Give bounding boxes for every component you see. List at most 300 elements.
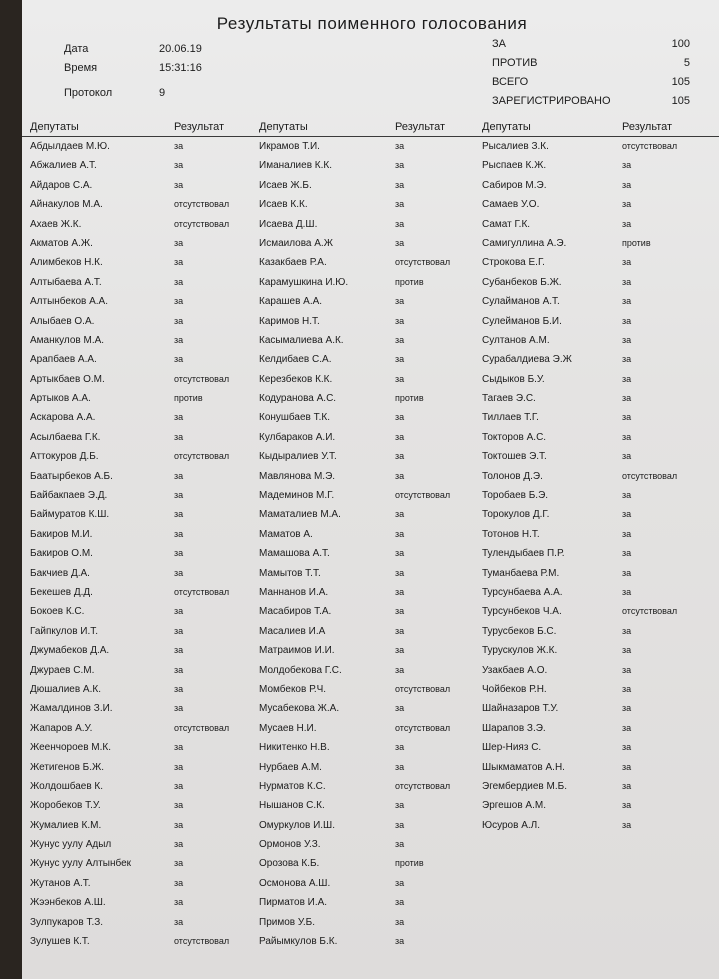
deputy-name: Эгембердиев М.Б.: [482, 780, 567, 792]
vote-result: за: [174, 509, 184, 520]
time-value: 15:31:16: [159, 62, 202, 74]
deputy-name: Самаев У.О.: [482, 199, 540, 211]
vote-result: за: [174, 819, 184, 830]
table-row: [22, 699, 719, 718]
deputy-name: Орозова К.Б.: [259, 858, 320, 870]
deputy-name: Кыдыралиев У.Т.: [259, 451, 337, 463]
deputy-name: Алтынбеков А.А.: [30, 296, 109, 308]
vote-result: отсутствовал: [174, 936, 230, 947]
table-row: [22, 467, 719, 486]
deputy-name: Жумалиев К.М.: [30, 819, 102, 831]
deputy-name: Алыбаев О.А.: [30, 315, 95, 327]
deputy-name: Турусбеков Б.С.: [482, 625, 557, 637]
table-row: [22, 486, 719, 505]
table-row: [22, 641, 719, 660]
time-label: Время: [64, 62, 98, 74]
deputy-name: Касымалиева А.К.: [259, 334, 344, 346]
deputy-name: Рысалиев З.К.: [482, 141, 549, 152]
vote-result: за: [622, 722, 632, 733]
vote-result: за: [395, 664, 405, 675]
deputy-name: Масалиев И.А: [259, 625, 326, 637]
vote-result: отсутствовал: [395, 490, 451, 501]
vote-result: за: [174, 625, 184, 636]
vote-result: за: [395, 703, 405, 714]
vote-result: за: [174, 296, 184, 307]
vote-result: за: [622, 683, 632, 694]
deputy-name: Турсунбаева А.А.: [482, 586, 563, 598]
deputy-name: Асылбаева Г.К.: [30, 431, 101, 443]
table-row: [22, 564, 719, 583]
vote-result: за: [622, 431, 632, 442]
vote-result: за: [174, 160, 184, 171]
deputy-name: Аттокуров Д.Б.: [30, 451, 99, 463]
table-body: [22, 137, 719, 951]
table-row: [22, 893, 719, 912]
deputy-name: Момбеков Р.Ч.: [259, 683, 327, 695]
deputy-name: Турсунбеков Ч.А.: [482, 606, 562, 618]
table-row: [22, 234, 719, 253]
deputy-name: Абжалиев А.Т.: [30, 160, 97, 172]
vote-result: за: [395, 315, 405, 326]
deputy-name: Тиллаев Т.Г.: [482, 412, 539, 424]
table-row: [22, 312, 719, 331]
deputy-name: Жамалдинов З.И.: [30, 703, 113, 715]
vote-result: за: [174, 237, 184, 248]
vote-result: за: [174, 548, 184, 559]
deputy-name: Рыспаев К.Ж.: [482, 160, 547, 172]
deputy-name: Бакиров О.М.: [30, 548, 93, 560]
vote-result: отсутствовал: [174, 218, 230, 229]
table-row: [22, 719, 719, 738]
vote-result: за: [174, 179, 184, 190]
vote-result: за: [622, 296, 632, 307]
vote-result: за: [395, 548, 405, 559]
vote-result: за: [622, 548, 632, 559]
deputy-name: Зулпукаров Т.З.: [30, 916, 104, 928]
vote-result: за: [395, 334, 405, 345]
vote-result: за: [622, 315, 632, 326]
vote-result: отсутствовал: [395, 683, 451, 694]
deputy-name: Бокоев К.С.: [30, 606, 85, 618]
deputy-name: Жетигенов Б.Ж.: [30, 761, 105, 773]
table-row: [22, 195, 719, 214]
vote-result: за: [174, 470, 184, 481]
vote-result: за: [174, 703, 184, 714]
vote-result: за: [622, 199, 632, 210]
vote-result: отсутствовал: [174, 199, 230, 210]
deputy-name: Токторов А.С.: [482, 431, 547, 443]
table-row: [22, 874, 719, 893]
column-header: Результат: [395, 121, 446, 133]
deputy-name: Молдобекова Г.С.: [259, 664, 342, 676]
deputy-name: Субанбеков Б.Ж.: [482, 276, 562, 288]
vote-result: за: [622, 160, 632, 171]
vote-result: отсутствовал: [395, 257, 451, 268]
deputy-name: Зулушев К.Т.: [30, 936, 90, 948]
column-header: Депутаты: [30, 121, 79, 133]
vote-result: за: [174, 664, 184, 675]
vote-result: за: [174, 334, 184, 345]
vote-result: за: [174, 916, 184, 927]
vote-result: за: [174, 800, 184, 811]
vote-result: за: [395, 528, 405, 539]
deputy-name: Мамашова А.Т.: [259, 548, 330, 560]
deputy-name: Конушбаев Т.К.: [259, 412, 331, 424]
column-header: Депутаты: [482, 121, 531, 133]
deputy-name: Карашев А.А.: [259, 296, 323, 308]
table-row: [22, 758, 719, 777]
vote-result: за: [622, 354, 632, 365]
vote-result: за: [622, 800, 632, 811]
page-title: Результаты поименного голосования: [216, 14, 528, 33]
deputy-name: Узакбаев А.О.: [482, 664, 548, 676]
deputy-name: Чойбеков Р.Н.: [482, 683, 547, 695]
vote-result: за: [395, 373, 405, 384]
column-header: Результат: [174, 121, 225, 133]
deputy-name: Керезбеков К.К.: [259, 373, 333, 385]
vote-result: за: [395, 916, 405, 927]
stat-row-against: [492, 57, 690, 76]
vote-result: за: [174, 490, 184, 501]
vote-result: за: [622, 412, 632, 423]
deputy-name: Мусабекова Ж.А.: [259, 703, 340, 715]
vote-result: за: [622, 780, 632, 791]
table-row: [22, 602, 719, 621]
table-row: [22, 913, 719, 932]
stat-label: ЗАРЕГИСТРИРОВАНО: [492, 95, 611, 107]
vote-result: за: [395, 412, 405, 423]
date-label: Дата: [64, 43, 89, 55]
vote-result: за: [395, 296, 405, 307]
vote-result: за: [395, 742, 405, 753]
table-row: [22, 273, 719, 292]
deputy-name: Никитенко Н.В.: [259, 742, 330, 754]
table-row: [22, 932, 719, 951]
vote-result: за: [395, 839, 405, 850]
vote-result: за: [174, 606, 184, 617]
vote-result: за: [622, 334, 632, 345]
deputy-name: Сыдыков Б.У.: [482, 373, 545, 385]
deputy-name: Жеенчороев М.К.: [30, 742, 112, 754]
table-row: [22, 796, 719, 815]
deputy-name: Райымкулов Б.К.: [259, 936, 338, 948]
deputy-name: Токтошев Э.Т.: [482, 451, 547, 463]
deputy-name: Карамушкина И.Ю.: [259, 276, 349, 288]
table-row: [22, 680, 719, 699]
deputy-name: Алимбеков Н.К.: [30, 257, 103, 269]
vote-result: за: [395, 451, 405, 462]
vote-result: за: [395, 179, 405, 190]
table-row: [22, 583, 719, 602]
deputy-name: Мамытов Т.Т.: [259, 567, 321, 579]
stat-value: 100: [671, 38, 690, 50]
vote-result: за: [395, 567, 405, 578]
deputy-name: Мадеминов М.Г.: [259, 490, 335, 502]
vote-result: отсутствовал: [174, 373, 230, 384]
deputy-name: Шер-Нияз С.: [482, 742, 542, 754]
document-page: [22, 0, 719, 979]
deputy-name: Тотонов Н.Т.: [482, 528, 540, 540]
vote-result: отсутствовал: [622, 470, 678, 481]
table-row: [22, 661, 719, 680]
deputy-name: Маматов А.: [259, 528, 313, 540]
deputy-name: Маннанов И.А.: [259, 586, 329, 598]
deputy-name: Айнакулов М.А.: [30, 199, 103, 211]
deputy-name: Ормонов У.З.: [259, 839, 321, 851]
deputy-name: Шарапов З.Э.: [482, 722, 546, 734]
table-row: [22, 292, 719, 311]
vote-result: за: [622, 393, 632, 404]
deputy-name: Иманалиев К.К.: [259, 160, 332, 172]
table-row: [22, 176, 719, 195]
deputy-name: Мусаев Н.И.: [259, 722, 317, 734]
deputy-name: Строкова Е.Г.: [482, 257, 545, 269]
table-row: [22, 215, 719, 234]
vote-result: за: [395, 160, 405, 171]
table-row: [22, 835, 719, 854]
table-row: [22, 505, 719, 524]
deputy-name: Баймуратов К.Ш.: [30, 509, 110, 521]
table-header: [22, 118, 719, 137]
deputy-name: Нышанов С.К.: [259, 800, 325, 812]
deputy-name: Каримов Н.Т.: [259, 315, 320, 327]
table-row: [22, 408, 719, 427]
vote-result: отсутствовал: [622, 606, 678, 617]
vote-result: за: [622, 528, 632, 539]
vote-result: за: [395, 645, 405, 656]
vote-result: против: [622, 237, 651, 248]
vote-result: за: [395, 509, 405, 520]
vote-result: за: [174, 839, 184, 850]
deputy-name: Торобаев Б.Э.: [482, 490, 549, 502]
deputy-name: Артыкбаев О.М.: [30, 373, 105, 385]
deputy-name: Дюшалиев А.К.: [30, 683, 101, 695]
vote-result: за: [622, 586, 632, 597]
table-row: [22, 738, 719, 757]
deputy-name: Жунус уулу Алтынбек: [30, 858, 132, 870]
vote-result: за: [395, 354, 405, 365]
vote-result: за: [174, 780, 184, 791]
vote-result: за: [174, 276, 184, 287]
deputy-name: Омуркулов И.Ш.: [259, 819, 335, 831]
vote-result: против: [395, 276, 424, 287]
deputy-name: Примов У.Б.: [259, 916, 316, 928]
vote-result: за: [395, 761, 405, 772]
vote-result: за: [395, 218, 405, 229]
stat-row-for: [492, 38, 690, 57]
deputy-name: Эргешов А.М.: [482, 800, 546, 812]
vote-result: за: [395, 141, 405, 151]
vote-result: против: [395, 858, 424, 869]
vote-result: за: [395, 586, 405, 597]
deputy-name: Матраимов И.И.: [259, 645, 335, 657]
deputy-name: Торокулов Д.Г.: [482, 509, 550, 521]
deputy-name: Келдибаев С.А.: [259, 354, 332, 366]
deputy-name: Мавлянова М.Э.: [259, 470, 336, 482]
table-row: [22, 447, 719, 466]
vote-result: за: [622, 509, 632, 520]
vote-result: отсутствовал: [395, 780, 451, 791]
protocol-label: Протокол: [64, 87, 113, 99]
table-row: [22, 622, 719, 641]
deputy-name: Акматов А.Ж.: [30, 237, 93, 249]
column-header: Результат: [622, 121, 673, 133]
table-row: [22, 525, 719, 544]
vote-result: за: [174, 858, 184, 869]
stat-row-total: [492, 76, 690, 95]
deputy-name: Самигуллина А.Э.: [482, 237, 567, 249]
vote-result: за: [174, 354, 184, 365]
vote-result: за: [174, 645, 184, 656]
deputy-name: Маматалиев М.А.: [259, 509, 341, 521]
vote-result: за: [174, 528, 184, 539]
vote-result: за: [622, 373, 632, 384]
deputy-name: Гайпкулов И.Т.: [30, 625, 99, 637]
stat-label: ЗА: [492, 38, 506, 50]
deputy-name: Тулендыбаев П.Р.: [482, 548, 565, 560]
vote-result: за: [622, 664, 632, 675]
table-row: [22, 137, 719, 156]
vote-result: против: [174, 393, 203, 404]
deputy-name: Осмонова А.Ш.: [259, 877, 331, 889]
vote-result: за: [622, 218, 632, 229]
vote-result: отсутствовал: [174, 451, 230, 462]
deputy-name: Жээнбеков А.Ш.: [30, 897, 106, 909]
deputy-name: Джумабеков Д.А.: [30, 645, 110, 657]
column-header: Депутаты: [259, 121, 308, 133]
table-row: [22, 156, 719, 175]
table-row: [22, 370, 719, 389]
vote-result: за: [174, 315, 184, 326]
table-row: [22, 389, 719, 408]
roll-call-table: [22, 118, 719, 951]
vote-result: за: [622, 625, 632, 636]
vote-result: за: [174, 431, 184, 442]
table-row: [22, 331, 719, 350]
vote-result: за: [174, 683, 184, 694]
vote-result: за: [174, 877, 184, 888]
deputy-name: Айдаров С.А.: [30, 179, 93, 191]
deputy-name: Исаев Ж.Б.: [259, 179, 312, 191]
deputy-name: Арапбаев А.А.: [30, 354, 97, 366]
vote-result: за: [395, 897, 405, 908]
stat-value: 5: [683, 57, 690, 69]
stat-label: ПРОТИВ: [492, 57, 538, 69]
deputy-name: Тагаев Э.С.: [482, 393, 536, 405]
vote-summary: [492, 38, 690, 114]
vote-result: за: [395, 625, 405, 636]
deputy-name: Аманкулов М.А.: [30, 334, 105, 346]
vote-result: за: [622, 257, 632, 268]
deputy-name: Сабиров М.Э.: [482, 179, 547, 191]
vote-result: за: [395, 877, 405, 888]
vote-result: отсутствовал: [174, 586, 230, 597]
vote-result: за: [395, 819, 405, 830]
vote-result: отсутствовал: [174, 722, 230, 733]
deputy-name: Турускулов Ж.К.: [482, 645, 558, 657]
vote-result: за: [395, 470, 405, 481]
vote-result: против: [395, 393, 424, 404]
vote-result: за: [395, 606, 405, 617]
deputy-name: Сулейманов Б.И.: [482, 315, 562, 327]
vote-result: отсутствовал: [395, 722, 451, 733]
deputy-name: Кулбараков А.И.: [259, 431, 336, 443]
stat-value: 105: [671, 76, 690, 88]
vote-result: за: [174, 761, 184, 772]
deputy-name: Пирматов И.А.: [259, 897, 328, 909]
vote-result: за: [174, 742, 184, 753]
table-row: [22, 350, 719, 369]
vote-result: за: [622, 276, 632, 287]
vote-result: за: [395, 431, 405, 442]
vote-result: за: [622, 742, 632, 753]
deputy-name: Самат Г.К.: [482, 218, 531, 230]
deputy-name: Сурабалдиева Э.Ж: [482, 354, 572, 366]
deputy-name: Артыков А.А.: [30, 393, 91, 405]
vote-result: за: [622, 761, 632, 772]
deputy-name: Джураев С.М.: [30, 664, 95, 676]
vote-result: за: [174, 567, 184, 578]
stat-row-registered: [492, 95, 690, 114]
deputy-name: Абдылдаев М.Ю.: [30, 141, 110, 152]
deputy-name: Алтыбаева А.Т.: [30, 276, 102, 288]
deputy-name: Жолдошбаев К.: [30, 780, 104, 792]
deputy-name: Исмаилова А.Ж: [259, 237, 333, 249]
deputy-name: Икрамов Т.И.: [259, 141, 320, 152]
deputy-name: Бакчиев Д.А.: [30, 567, 90, 579]
vote-result: за: [395, 199, 405, 210]
deputy-name: Бакиров М.И.: [30, 528, 93, 540]
deputy-name: Шайназаров Т.У.: [482, 703, 559, 715]
stat-value: 105: [671, 95, 690, 107]
table-row: [22, 854, 719, 873]
vote-result: за: [395, 800, 405, 811]
table-row: [22, 253, 719, 272]
vote-result: за: [174, 897, 184, 908]
vote-result: за: [174, 412, 184, 423]
vote-result: за: [622, 490, 632, 501]
deputy-name: Юсуров А.Л.: [482, 819, 540, 831]
vote-result: за: [622, 567, 632, 578]
deputy-name: Султанов А.М.: [482, 334, 550, 346]
deputy-name: Нурматов К.С.: [259, 780, 326, 792]
deputy-name: Нурбаев А.М.: [259, 761, 322, 773]
vote-result: за: [622, 703, 632, 714]
deputy-name: Кодуранова А.С.: [259, 393, 337, 405]
table-row: [22, 777, 719, 796]
deputy-name: Казакбаев Р.А.: [259, 257, 327, 269]
protocol-value: 9: [159, 87, 166, 99]
table-row: [22, 544, 719, 563]
deputy-name: Баатырбеков А.Б.: [30, 470, 113, 482]
deputy-name: Толонов Д.Э.: [482, 470, 543, 482]
deputy-name: Сулайманов А.Т.: [482, 296, 560, 308]
vote-result: за: [395, 237, 405, 248]
deputy-name: Исаев К.К.: [259, 199, 308, 211]
vote-result: за: [174, 141, 184, 151]
date-value: 20.06.19: [159, 43, 202, 55]
deputy-name: Жунус уулу Адыл: [30, 839, 112, 851]
deputy-name: Жапаров А.У.: [30, 722, 93, 734]
table-row: [22, 428, 719, 447]
vote-result: за: [622, 645, 632, 656]
vote-result: за: [622, 451, 632, 462]
table-row: [22, 816, 719, 835]
deputy-name: Масабиров Т.А.: [259, 606, 332, 618]
deputy-name: Бекешев Д.Д.: [30, 586, 93, 598]
deputy-name: Жоробеков Т.У.: [30, 800, 101, 812]
stat-label: ВСЕГО: [492, 76, 529, 88]
